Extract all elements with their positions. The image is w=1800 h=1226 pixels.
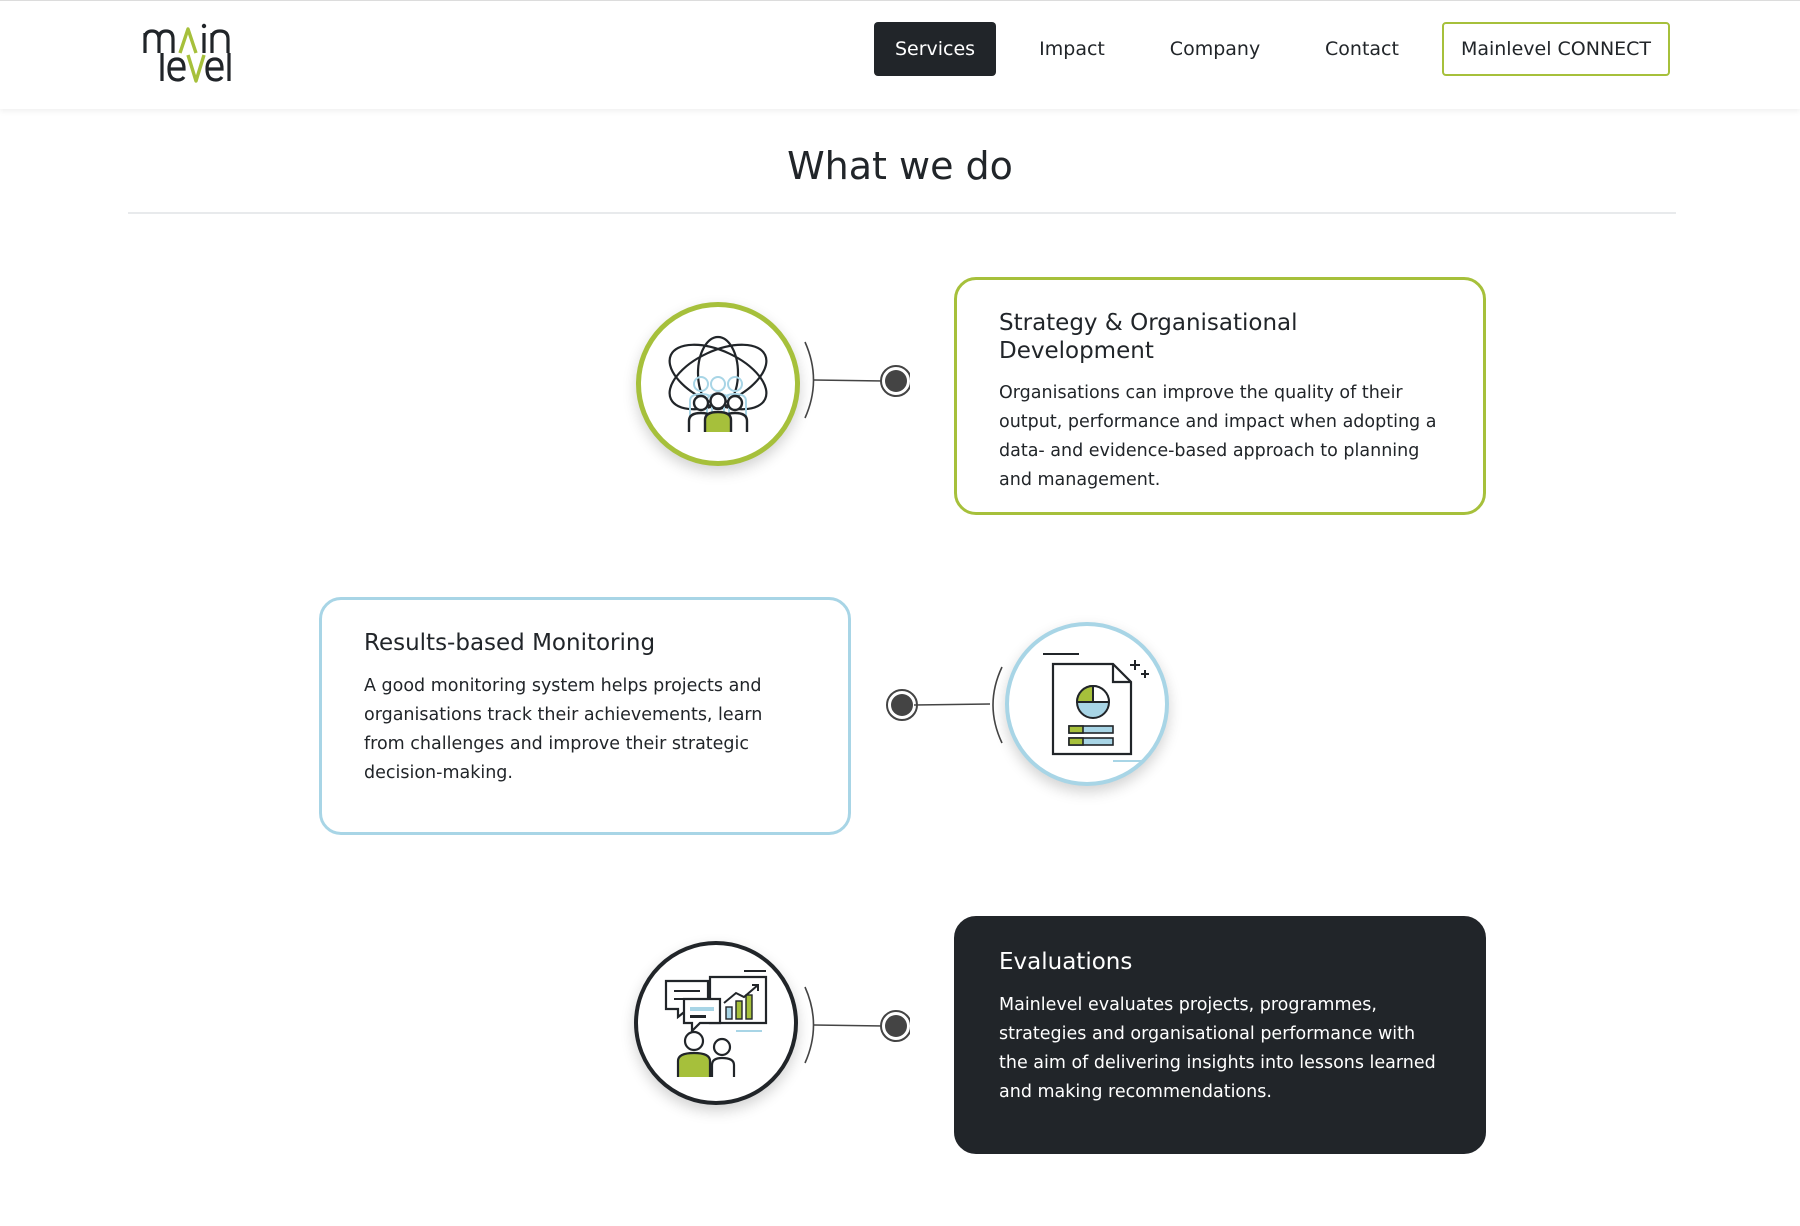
section-divider <box>128 212 1676 214</box>
nav-company[interactable]: Company <box>1169 38 1261 60</box>
service-monitoring-icon-circle <box>1005 622 1169 786</box>
service-description-monitoring: A good monitoring system helps projects and organisations track their achievements, learn from challenges and improve their strategic decision-making. <box>364 675 763 783</box>
service-title-strategy: Strategy & Organisational Development <box>999 310 1298 364</box>
service-description-strategy: Organisations can improve the quality of their output, performance and impact when adopting a data- and evidence-based approach to planning and management. <box>999 383 1437 491</box>
service-card-strategy[interactable] <box>954 277 1486 515</box>
service-card-monitoring[interactable] <box>319 597 851 835</box>
main-nav <box>0 22 1800 76</box>
nav-services[interactable]: Services <box>874 22 996 76</box>
service-title-monitoring: Results-based Monitoring <box>364 630 656 656</box>
site-header <box>0 0 1800 109</box>
monitoring-connector <box>878 655 1008 755</box>
team-network-icon <box>641 307 795 461</box>
nav-mainlevel-connect-button[interactable]: Mainlevel CONNECT <box>1442 22 1670 76</box>
presentation-icon <box>638 945 794 1101</box>
service-card-evaluations[interactable] <box>954 916 1486 1154</box>
service-evaluations-icon-circle <box>634 941 798 1105</box>
service-description-evaluations: Mainlevel evaluates projects, programmes, strategies and organisational performance with the aim of delivering insights into lessons learned and making recommendations. <box>999 994 1436 1102</box>
report-chart-icon <box>1009 626 1165 782</box>
section-title: What we do <box>787 144 1013 188</box>
evaluations-connector <box>800 975 910 1075</box>
nav-contact[interactable]: Contact <box>1325 38 1399 60</box>
strategy-connector <box>800 330 910 430</box>
nav-impact[interactable]: Impact <box>1039 38 1105 60</box>
service-title-evaluations: Evaluations <box>999 949 1133 975</box>
service-strategy-icon-circle <box>636 302 800 466</box>
